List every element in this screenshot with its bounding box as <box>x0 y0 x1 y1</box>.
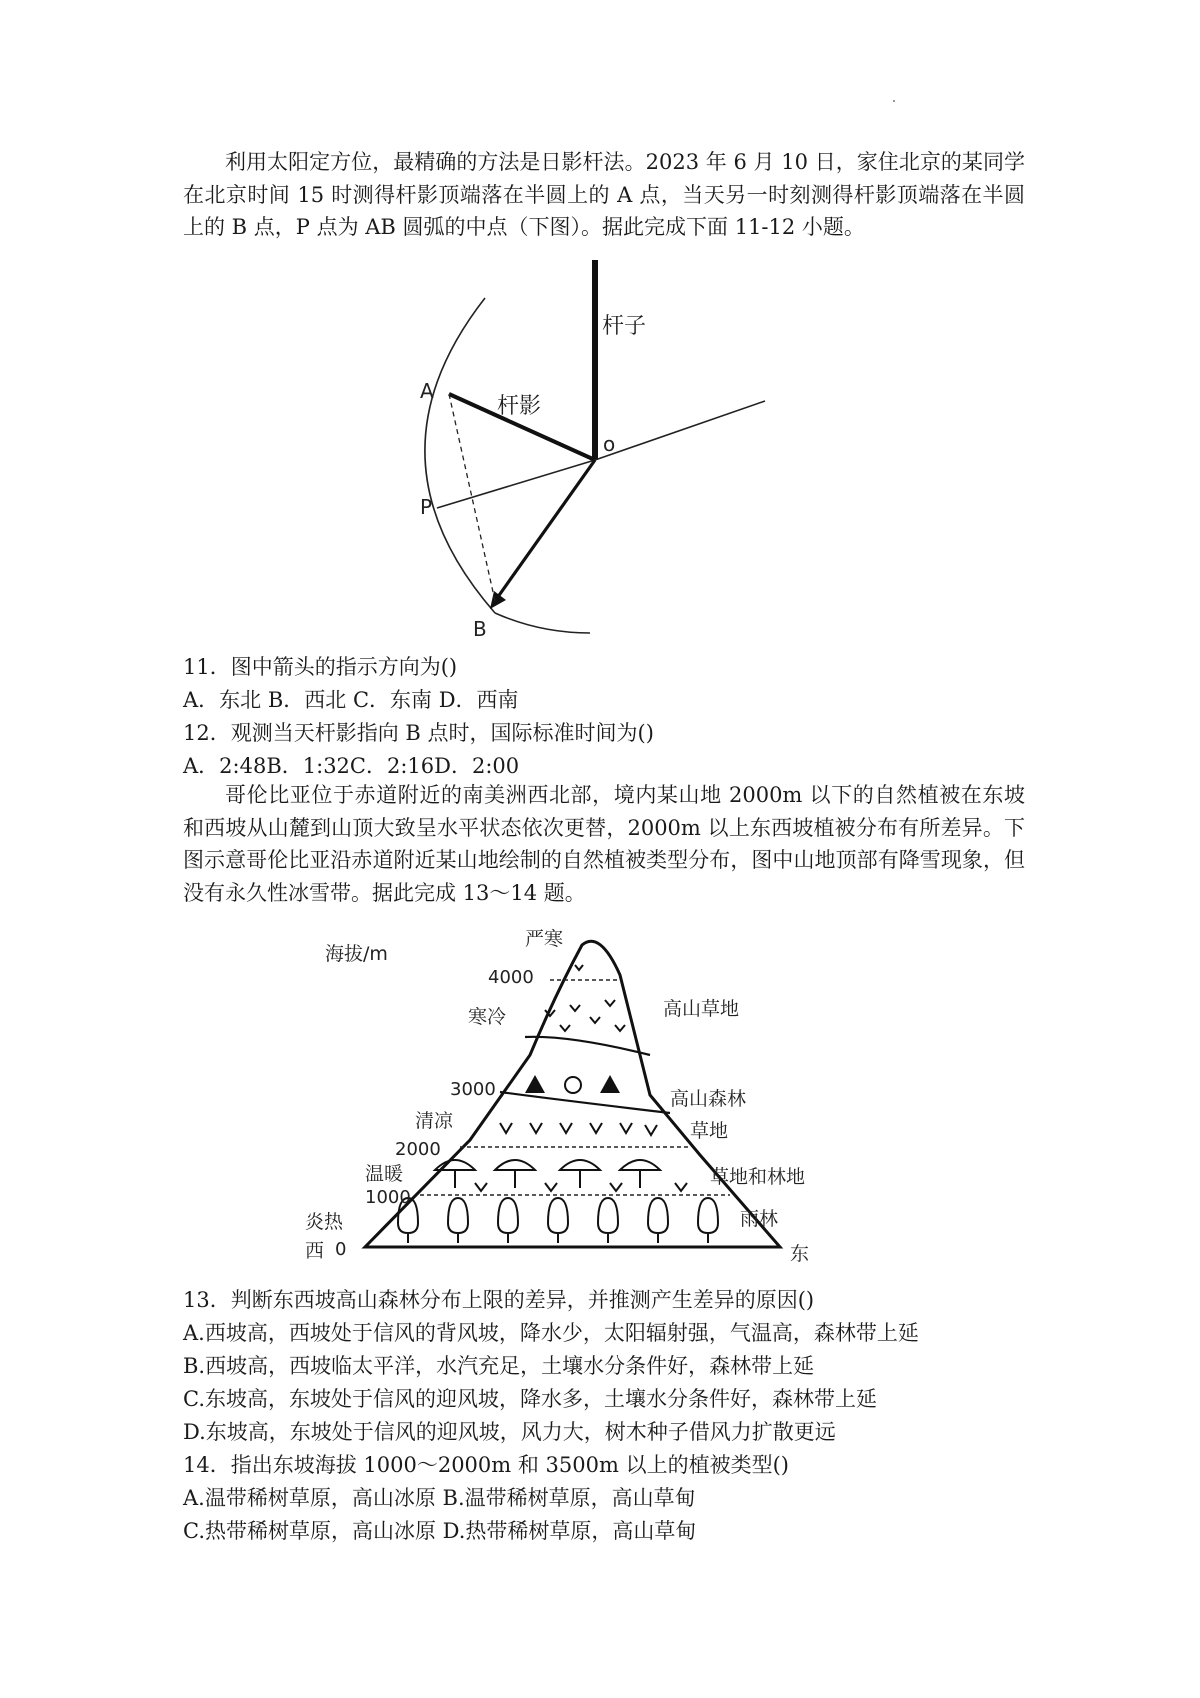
veg-alpine-forest: 高山森林 <box>670 1088 747 1110</box>
climate-frigid: 严寒 <box>525 928 564 950</box>
q14-options-cd: C.热带稀树草原，高山冰原 D.热带稀树草原，高山草甸 <box>183 1519 697 1543</box>
alpine-meadow-marks <box>545 965 625 1031</box>
elevation-3000: 3000 <box>450 1079 496 1100</box>
q11-options: A．东北 B．西北 C．东南 D．西南 <box>183 688 519 712</box>
climate-cool: 清凉 <box>415 1110 454 1132</box>
west-label: 西 <box>305 1240 325 1262</box>
point-p-label: P <box>420 495 433 519</box>
arrow-head <box>490 591 506 609</box>
point-b-label: B <box>473 617 487 641</box>
op-line <box>437 460 595 508</box>
veg-rainforest: 雨林 <box>740 1208 779 1230</box>
elevation-2000: 2000 <box>395 1139 441 1160</box>
q12-stem: 12．观测当天杆影指向 B 点时，国际标准时间为() <box>183 721 654 745</box>
q11-stem: 11．图中箭头的指示方向为() <box>183 655 458 679</box>
alpine-forest-trees <box>525 1075 620 1093</box>
q13-option-d: D.东坡高，东坡处于信风的迎风坡，风力大，树木种子借风力扩散更远 <box>183 1420 836 1444</box>
q14-options-ab: A.温带稀树草原，高山冰原 B.温带稀树草原，高山草甸 <box>183 1486 696 1510</box>
point-a-label: A <box>420 379 434 403</box>
veg-grassland: 草地 <box>690 1120 729 1142</box>
ob-arrow-line <box>495 460 595 601</box>
altitude-axis-label: 海拔/m <box>325 943 388 965</box>
q14-stem: 14．指出东坡海拔 1000～2000m 和 3500m 以上的植被类型() <box>183 1453 789 1477</box>
savanna-trees <box>435 1160 687 1191</box>
semicircle-arc <box>425 298 495 613</box>
shadow-pole-diagram <box>390 258 770 641</box>
q13-option-c: C.东坡高，东坡处于信风的迎风坡，降水多，土壤水分条件好，森林带上延 <box>183 1387 877 1411</box>
east-label: 东 <box>790 1243 810 1265</box>
shadow-label: 杆影 <box>497 394 542 419</box>
q13-stem: 13．判断东西坡高山森林分布上限的差异，并推测产生差异的原因() <box>183 1288 815 1312</box>
q12-options: A．2:48B．1:32C．2:16D．2:00 <box>183 754 520 778</box>
climate-warm: 温暖 <box>365 1163 404 1185</box>
q13-option-a: A.西坡高，西坡处于信风的背风坡，降水少，太阳辐射强，气温高，森林带上延 <box>183 1321 919 1345</box>
grass-marks <box>500 1123 657 1135</box>
scan-speck <box>893 100 895 102</box>
veg-alpine-meadow: 高山草地 <box>663 998 740 1020</box>
mountain-vegetation-diagram <box>305 925 880 1265</box>
q13-option-b: B.西坡高，西坡临太平洋，水汽充足，土壤水分条件好，森林带上延 <box>183 1354 815 1378</box>
east-west-line <box>595 401 765 460</box>
veg-grass-woodland: 草地和林地 <box>710 1166 806 1188</box>
climate-cold: 寒冷 <box>468 1006 507 1028</box>
pole-label: 杆子 <box>602 314 647 339</box>
elevation-1000: 1000 <box>365 1187 411 1208</box>
elevation-4000: 4000 <box>488 967 534 988</box>
intro-paragraph-colombia: 哥伦比亚位于赤道附近的南美洲西北部，境内某山地 2000m 以下的自然植被在东坡和西坡从山麓到山顶大致呈水平状态依次更替，2000m 以上东西坡植被分布有所差异。下图示意哥伦比亚沿赤道附近某山地绘制的自然植被类型分布，图中山地顶部有降雪现象，但没有永久性冰雪带。据此完成 13～14 题。 <box>183 783 1025 905</box>
point-o-label: o <box>603 432 616 456</box>
elevation-0: 0 <box>335 1239 347 1260</box>
rainforest-trees <box>398 1198 718 1243</box>
climate-hot: 炎热 <box>305 1211 344 1233</box>
intro-paragraph-sun-shadow: 利用太阳定方位，最精确的方法是日影杆法。2023 年 6 月 10 日，家住北京的某同学在北京时间 15 时测得杆影顶端落在半圆上的 A 点，当天另一时刻测得杆影顶端落在半圆上的 B 点，P 点为 AB 圆弧的中点（下图）。据此完成下面 11-12 小题。 <box>183 150 1025 239</box>
